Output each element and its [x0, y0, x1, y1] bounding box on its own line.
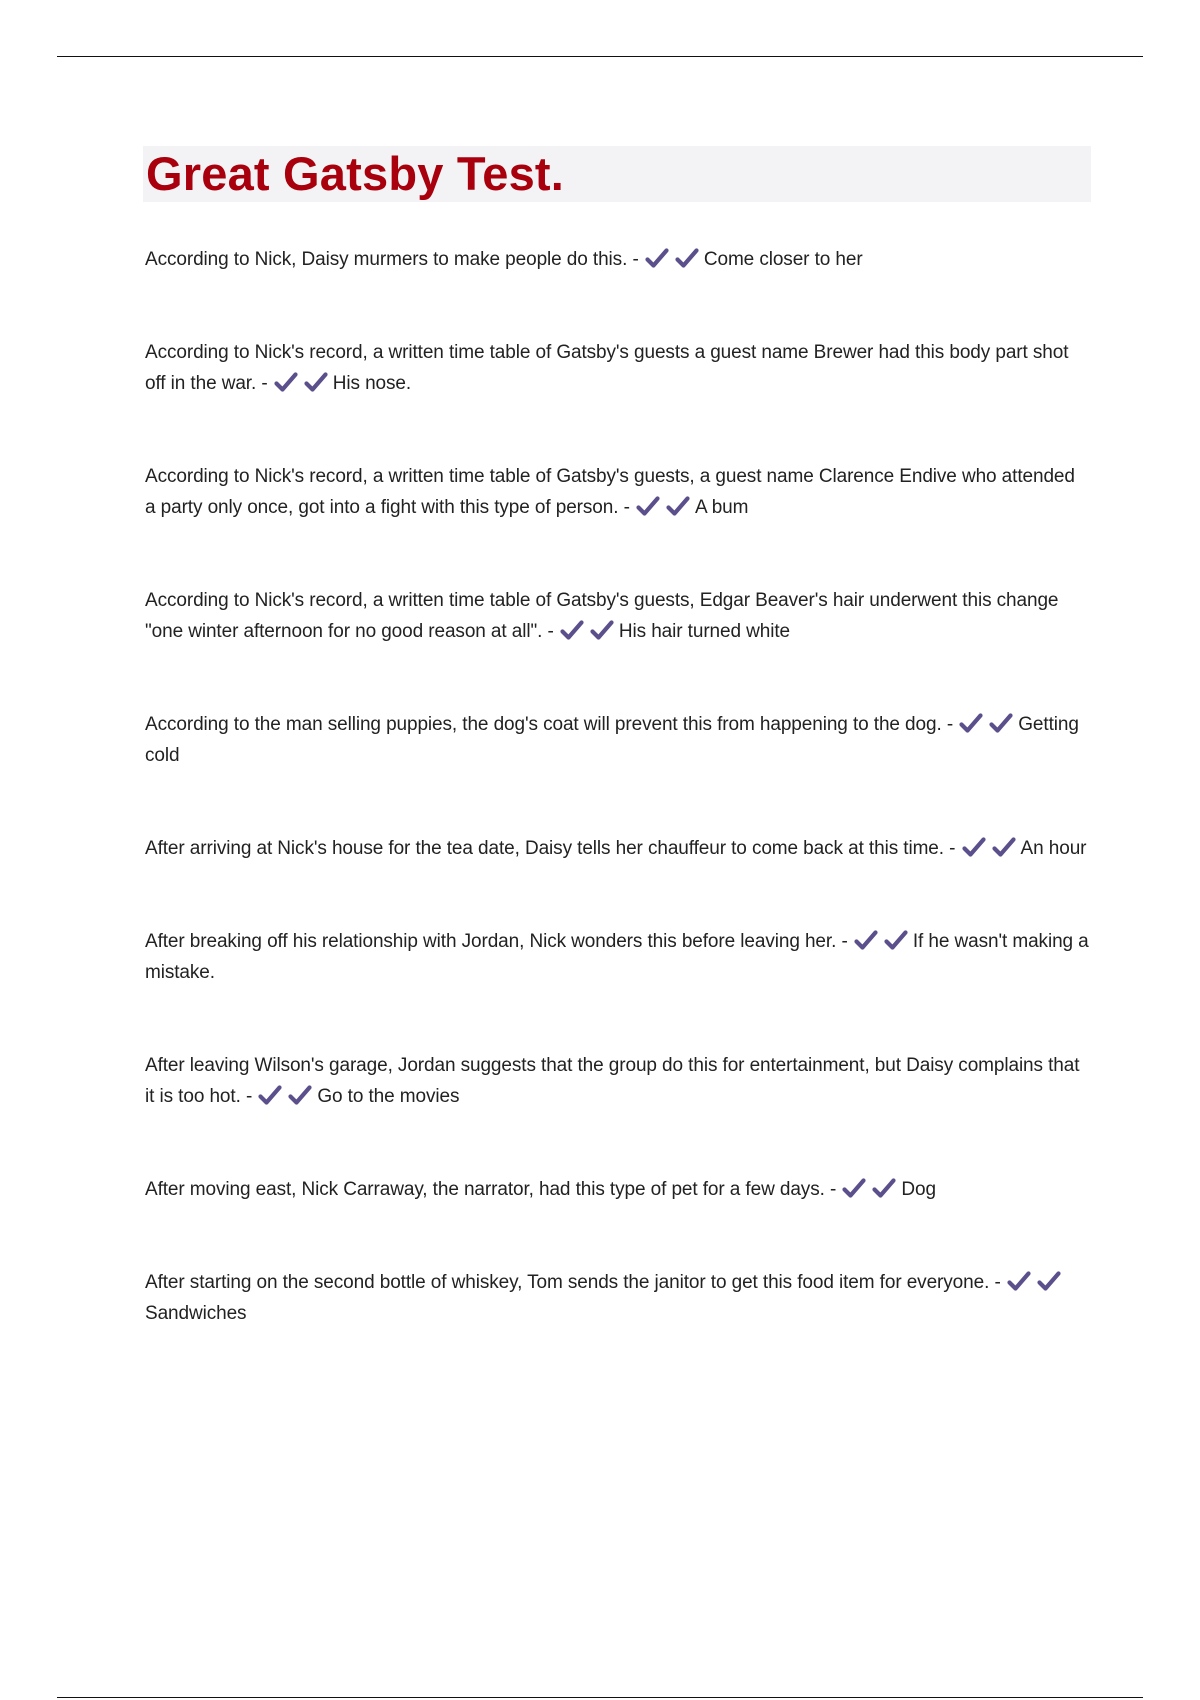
separator: -	[824, 1179, 842, 1200]
answer-text: An hour	[1020, 838, 1087, 859]
question-text: According to Nick, Daisy murmers to make people do this.	[145, 249, 628, 270]
question-item	[145, 1050, 1090, 1112]
checkmark-icon	[589, 619, 615, 641]
question-item	[145, 926, 1090, 988]
question-item	[145, 709, 1090, 771]
question-text: According to the man selling puppies, the dog's coat will prevent this from happening to the dog.	[145, 714, 942, 735]
footer-rule	[57, 1697, 1143, 1698]
answer-text: A bum	[695, 497, 749, 518]
checkmark-icon	[635, 495, 661, 517]
question-item	[145, 1174, 1090, 1205]
question-text: According to Nick's record, a written time table of Gatsby's guests a guest name Brewer had this body part shot off in the war.	[145, 342, 1069, 394]
question-text: After arriving at Nick's house for the tea date, Daisy tells her chauffeur to come back at this time.	[145, 838, 944, 859]
answer-text: His nose.	[332, 373, 412, 394]
checkmark-icon	[991, 836, 1017, 858]
checkmark-icon	[303, 371, 329, 393]
question-list	[145, 244, 1090, 1329]
checkmark-icon	[1006, 1270, 1032, 1292]
separator: -	[989, 1272, 1006, 1293]
checkmark-icon	[841, 1177, 867, 1199]
checkmark-icon	[958, 712, 984, 734]
checkmark-icon	[871, 1177, 897, 1199]
checkmark-icon	[287, 1084, 313, 1106]
question-item	[145, 833, 1090, 864]
page-title: Great Gatsby Test.	[146, 147, 565, 200]
answer-text: His hair turned white	[618, 621, 790, 642]
separator: -	[941, 714, 959, 735]
separator: -	[256, 373, 273, 394]
checkmark-icon	[559, 619, 585, 641]
question-text: After leaving Wilson's garage, Jordan suggests that the group do this for entertainment, but Daisy complains that it is too hot.	[145, 1055, 1080, 1107]
title-banner	[143, 146, 1091, 202]
answer-text: Getting cold	[145, 714, 1079, 766]
question-text: After moving east, Nick Carraway, the narrator, had this type of pet for a few days.	[145, 1179, 825, 1200]
question-item	[145, 585, 1090, 647]
separator: -	[627, 249, 644, 270]
header-rule	[57, 56, 1143, 57]
checkmark-icon	[257, 1084, 283, 1106]
question-text: After breaking off his relationship with Jordan, Nick wonders this before leaving her.	[145, 931, 837, 952]
question-item	[145, 461, 1090, 523]
answer-text: Sandwiches	[145, 1303, 247, 1324]
checkmark-icon	[674, 247, 700, 269]
separator: -	[618, 497, 635, 518]
answer-text: Come closer to her	[703, 249, 863, 270]
answer-text: If he wasn't making a mistake.	[145, 931, 1089, 983]
checkmark-icon	[883, 929, 909, 951]
checkmark-icon	[644, 247, 670, 269]
checkmark-icon	[988, 712, 1014, 734]
separator: -	[240, 1086, 258, 1107]
question-item	[145, 244, 1090, 275]
checkmark-icon	[1036, 1270, 1062, 1292]
question-text: After starting on the second bottle of whiskey, Tom sends the janitor to get this food item for everyone.	[145, 1272, 990, 1293]
question-text: According to Nick's record, a written time table of Gatsby's guests, Edgar Beaver's hair underwent this change "one winter afternoon for no good reason at all".	[145, 590, 1059, 642]
separator: -	[943, 838, 961, 859]
question-text: According to Nick's record, a written time table of Gatsby's guests, a guest name Clarence Endive who attended a party only once, got into a fight with this type of person.	[145, 466, 1075, 518]
answer-text: Dog	[901, 1179, 936, 1200]
answer-text: Go to the movies	[317, 1086, 460, 1107]
checkmark-icon	[961, 836, 987, 858]
separator: -	[542, 621, 559, 642]
checkmark-icon	[853, 929, 879, 951]
separator: -	[836, 931, 853, 952]
checkmark-icon	[665, 495, 691, 517]
question-item	[145, 1267, 1090, 1329]
checkmark-icon	[273, 371, 299, 393]
question-item	[145, 337, 1090, 399]
